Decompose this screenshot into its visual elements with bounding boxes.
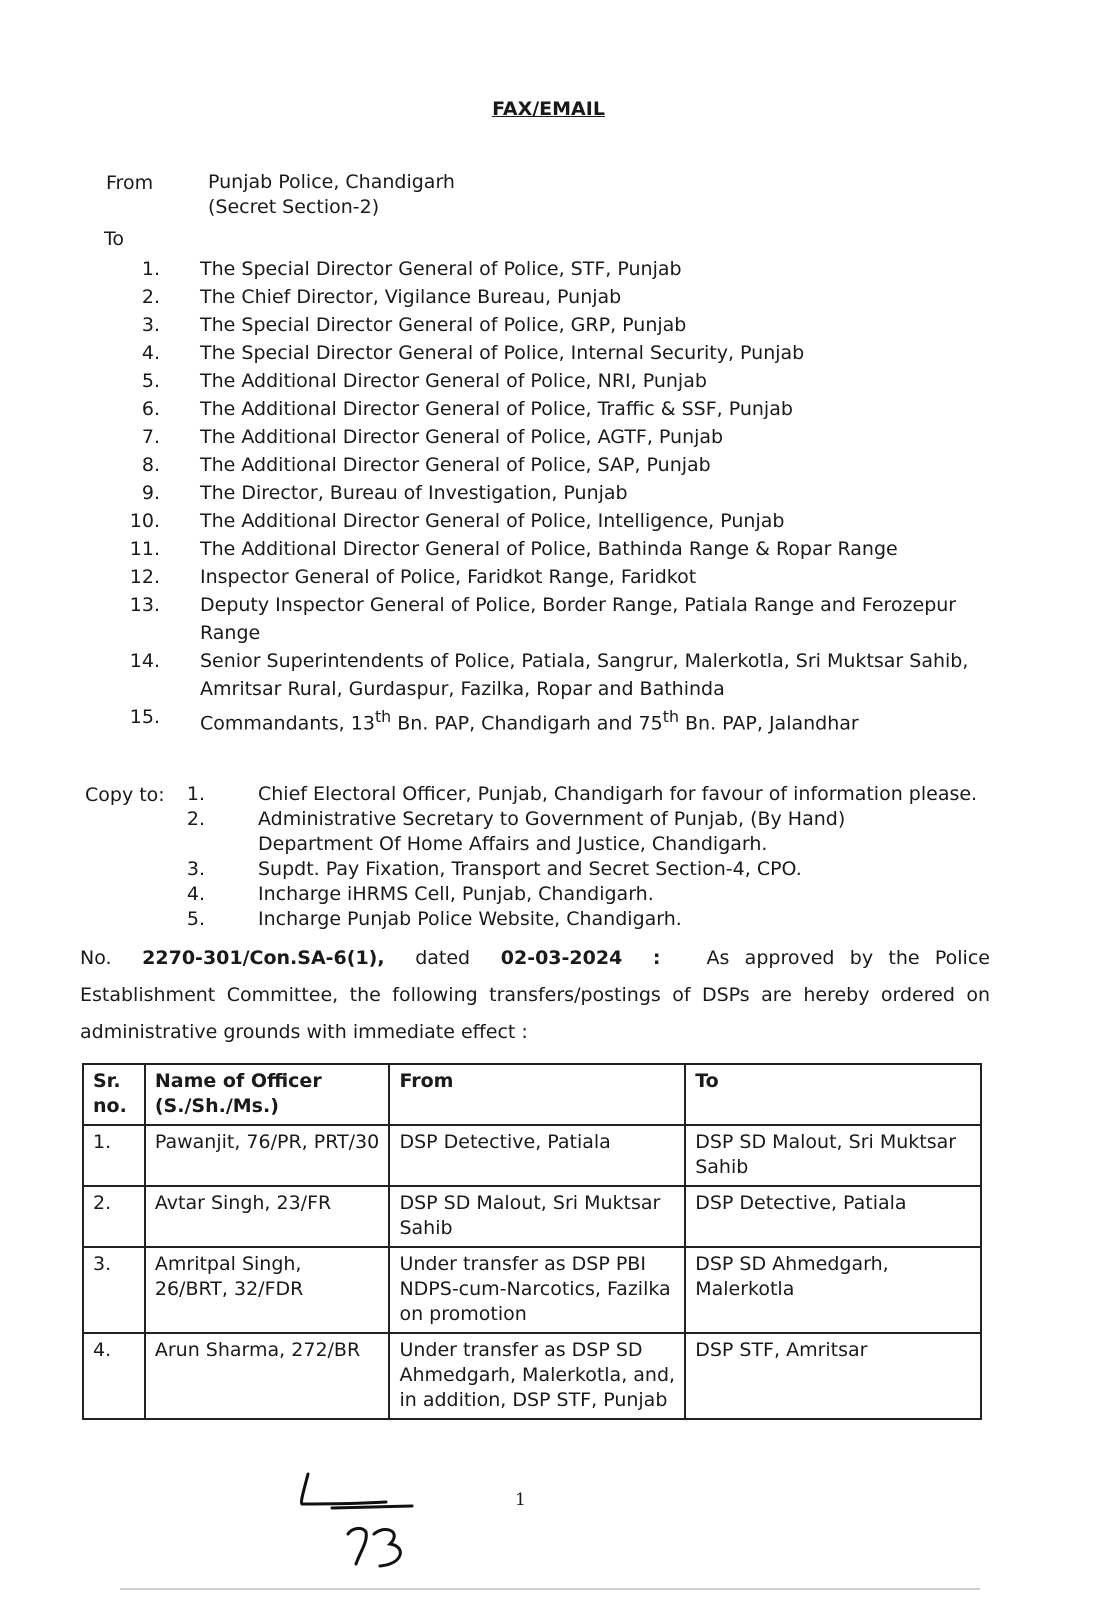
recipient-item (120, 507, 1020, 535)
recipient-item (120, 563, 1020, 591)
recipient-number: 1. (141, 258, 160, 280)
scan-edge-line (120, 1588, 980, 1590)
order-separator: : (652, 947, 661, 969)
recipient-text-part: Commandants, 13 (200, 712, 375, 735)
copy-to-label: Copy to: (85, 784, 165, 806)
recipient-number: 8. (141, 454, 160, 476)
recipient-text: The Special Director General of Police, Internal Security, Punjab (200, 342, 805, 364)
order-text: As approved by the Police Establishment Committee, the following transfers/postings of DSPs are hereby ordered on administrative grounds with immediate effect : (80, 947, 990, 1043)
recipient-item (120, 647, 1020, 703)
copy-item (160, 882, 1040, 907)
copy-text: Administrative Secretary to Government of Punjab, (By Hand) (258, 808, 846, 830)
ordinal-suffix: th (374, 707, 392, 726)
cell-from: DSP SD Malout, Sri Muktsar Sahib (389, 1186, 685, 1247)
cell-sr: 4. (83, 1333, 145, 1419)
recipient-number: 5. (141, 370, 160, 392)
document-title: FAX/EMAIL (492, 98, 605, 120)
cell-name: Pawanjit, 76/PR, PRT/30 (145, 1125, 390, 1186)
recipient-text: The Additional Director General of Police, Traffic & SSF, Punjab (200, 398, 793, 420)
copy-item (160, 782, 1040, 807)
from-label: From (106, 172, 154, 194)
recipient-text: The Chief Director, Vigilance Bureau, Punjab (200, 286, 622, 308)
page-number: 1 (515, 1490, 526, 1510)
recipient-text: The Additional Director General of Police, NRI, Punjab (200, 370, 707, 392)
cell-sr: 3. (83, 1247, 145, 1333)
copy-text: Supdt. Pay Fixation, Transport and Secret Section-4, CPO. (258, 858, 802, 880)
cell-name: Avtar Singh, 23/FR (145, 1186, 390, 1247)
recipient-text: The Additional Director General of Police, SAP, Punjab (200, 454, 711, 476)
cell-sr: 2. (83, 1186, 145, 1247)
order-paragraph (80, 940, 990, 1051)
header-name-of-officer: Name of Officer (S./Sh./Ms.) (145, 1064, 390, 1125)
recipient-number: 7. (141, 426, 160, 448)
recipient-text (200, 703, 1020, 737)
from-line-1: Punjab Police, Chandigarh (208, 171, 455, 193)
copy-number: 1. (186, 783, 205, 805)
recipient-item (120, 311, 1020, 339)
copy-text: Chief Electoral Officer, Punjab, Chandigarh for favour of information please. (258, 783, 978, 805)
cell-sr: 1. (83, 1125, 145, 1186)
copy-text: Incharge Punjab Police Website, Chandigarh. (258, 908, 682, 930)
cell-to: DSP STF, Amritsar (685, 1333, 981, 1419)
copy-item (160, 857, 1040, 882)
recipient-item (120, 479, 1020, 507)
header-from: From (389, 1064, 685, 1125)
recipient-item (120, 283, 1020, 311)
recipient-number: 11. (129, 538, 160, 560)
copy-number: 5. (186, 908, 205, 930)
recipient-number: 3. (141, 314, 160, 336)
ordinal-suffix: th (662, 707, 679, 726)
recipient-item (120, 367, 1020, 395)
cell-to: DSP Detective, Patiala (685, 1186, 981, 1247)
recipient-item (120, 591, 1020, 647)
table-row (83, 1333, 981, 1419)
recipient-text: The Special Director General of Police, GRP, Punjab (200, 314, 687, 336)
recipient-text: Deputy Inspector General of Police, Border Range, Patiala Range and Ferozepur Range (200, 594, 957, 644)
recipient-number: 2. (141, 286, 160, 308)
cell-name: Amritpal Singh, 26/BRT, 32/FDR (145, 1247, 390, 1333)
cell-from: DSP Detective, Patiala (389, 1125, 685, 1186)
table-header-row (83, 1064, 981, 1125)
order-number: 2270-301/Con.SA-6(1), (142, 947, 385, 969)
table-row (83, 1247, 981, 1333)
copy-text: Department Of Home Affairs and Justice, Chandigarh. (258, 833, 768, 855)
copy-item (160, 807, 1040, 857)
order-dated-label: dated (415, 947, 471, 969)
order-no-label: No. (80, 947, 112, 969)
recipient-number: 10. (129, 510, 160, 532)
header-sr-no: Sr. no. (83, 1064, 145, 1125)
recipient-item (120, 423, 1020, 451)
recipient-item (120, 395, 1020, 423)
recipient-text-part: Bn. PAP, Jalandhar (678, 712, 859, 735)
recipient-item (120, 339, 1020, 367)
cell-from: Under transfer as DSP SD Ahmedgarh, Malerkotla, and, in addition, DSP STF, Punjab (389, 1333, 685, 1419)
recipient-text: Senior Superintendents of Police, Patiala, Sangrur, Malerkotla, Sri Muktsar Sahib, Amritsar Rural, Gurdaspur, Fazilka, Ropar and Bathinda (200, 650, 969, 700)
handwritten-initials (290, 1460, 430, 1580)
recipient-item (120, 451, 1020, 479)
header-to: To (685, 1064, 981, 1125)
cell-to: DSP SD Ahmedgarh, Malerkotla (685, 1247, 981, 1333)
recipient-text: The Additional Director General of Police, AGTF, Punjab (200, 426, 724, 448)
table-row (83, 1125, 981, 1186)
recipient-text: The Additional Director General of Police, Bathinda Range & Ropar Range (200, 538, 898, 560)
copy-to-list (160, 782, 1040, 932)
recipient-item (120, 255, 1020, 283)
recipient-text-part: Bn. PAP, Chandigarh and 75 (391, 712, 663, 735)
transfers-table (82, 1063, 982, 1420)
recipient-number: 15. (129, 706, 160, 728)
to-label: To (104, 228, 125, 250)
copy-item (160, 907, 1040, 932)
recipient-list (120, 255, 1020, 737)
recipient-number: 12. (129, 566, 160, 588)
recipient-number: 6. (141, 398, 160, 420)
recipient-number: 9. (141, 482, 160, 504)
recipient-text: The Director, Bureau of Investigation, Punjab (200, 482, 628, 504)
from-line-2: (Secret Section-2) (208, 196, 380, 218)
order-date: 02-03-2024 (500, 947, 623, 969)
from-block (208, 170, 455, 220)
recipient-number: 13. (129, 594, 160, 616)
cell-to: DSP SD Malout, Sri Muktsar Sahib (685, 1125, 981, 1186)
copy-text: Incharge iHRMS Cell, Punjab, Chandigarh. (258, 883, 654, 905)
copy-number: 3. (186, 858, 205, 880)
recipient-item (120, 535, 1020, 563)
cell-name: Arun Sharma, 272/BR (145, 1333, 390, 1419)
recipient-text: Inspector General of Police, Faridkot Range, Faridkot (200, 566, 697, 588)
copy-number: 2. (186, 808, 205, 830)
recipient-text: The Special Director General of Police, STF, Punjab (200, 258, 682, 280)
recipient-number: 4. (141, 342, 160, 364)
recipient-text: The Additional Director General of Police, Intelligence, Punjab (200, 510, 785, 532)
table-row (83, 1186, 981, 1247)
cell-from: Under transfer as DSP PBI NDPS-cum-Narcotics, Fazilka on promotion (389, 1247, 685, 1333)
recipient-item (120, 703, 1020, 737)
recipient-number: 14. (129, 650, 160, 672)
copy-number: 4. (186, 883, 205, 905)
